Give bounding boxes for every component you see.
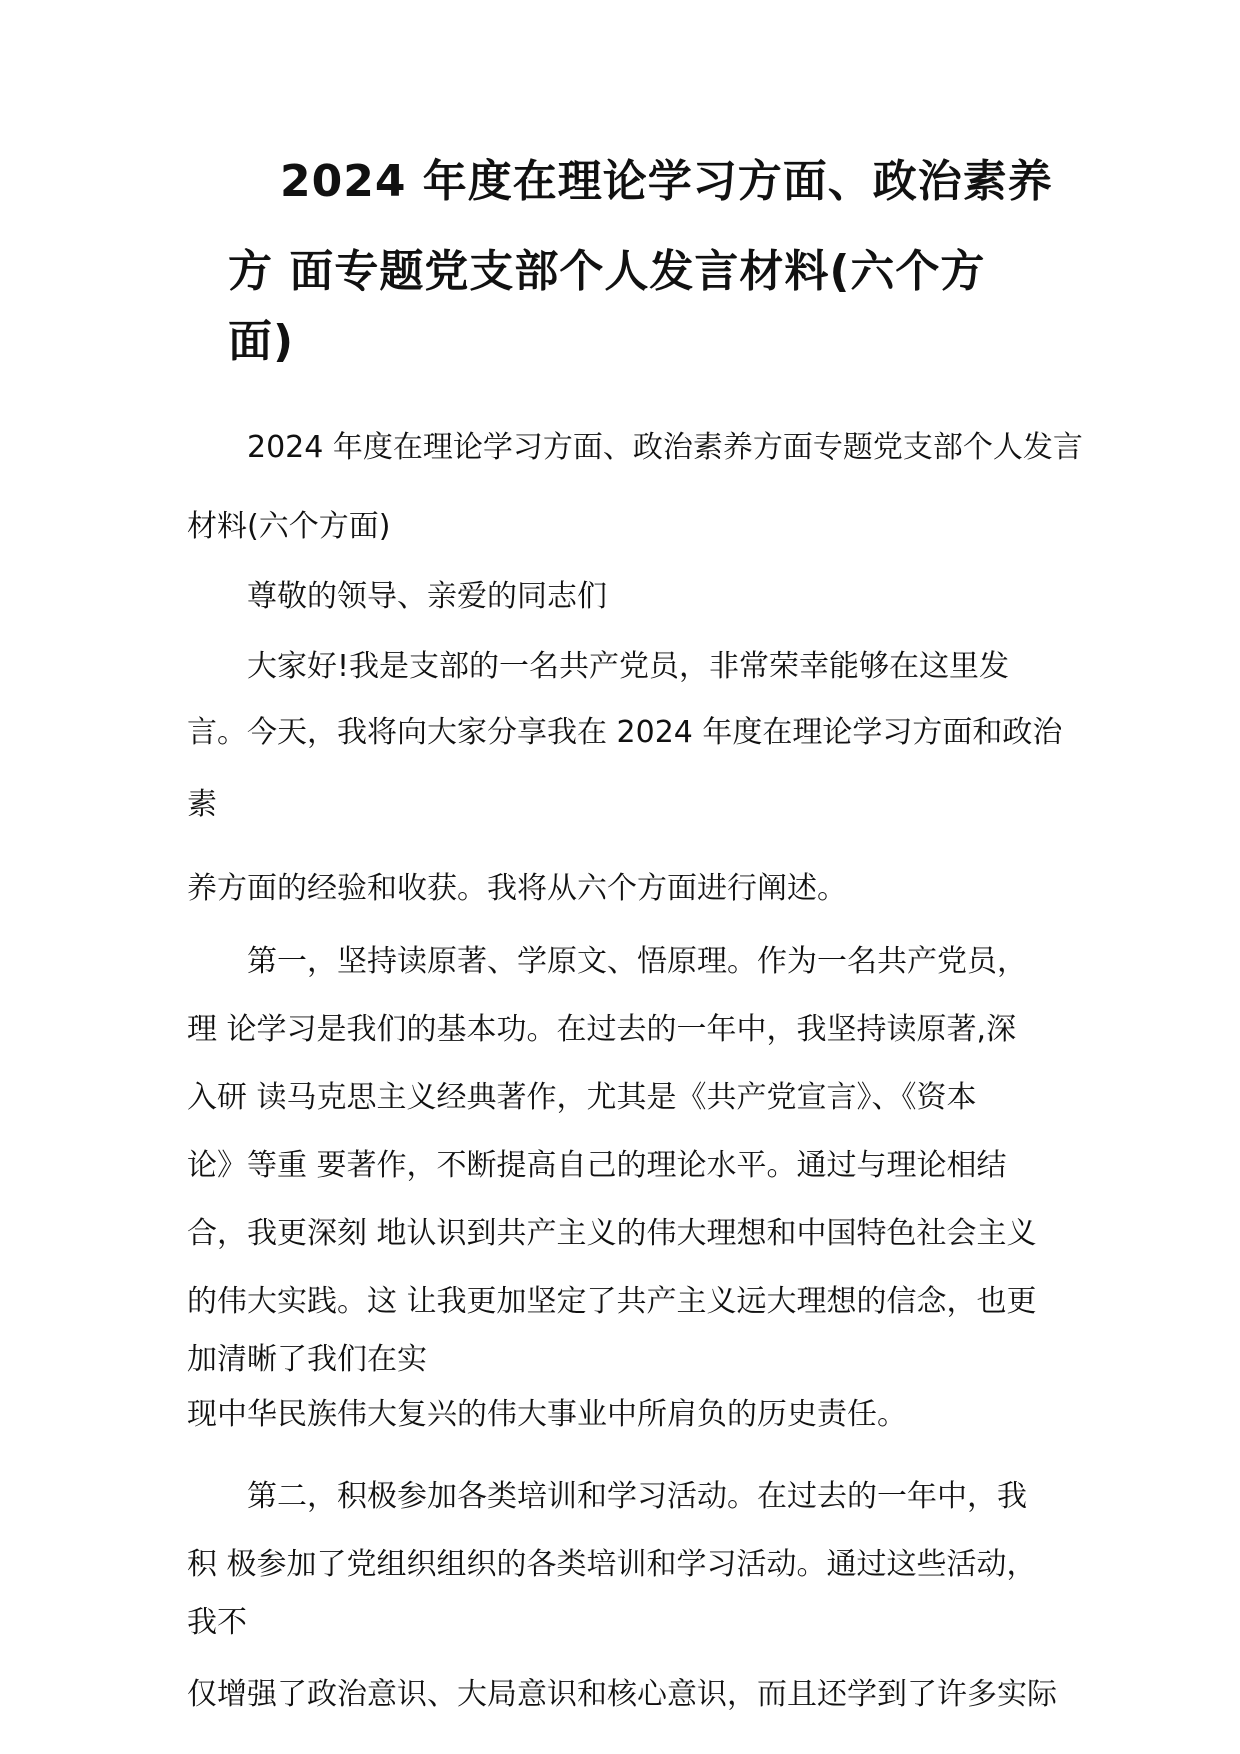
body-line: 理 论学习是我们的基本功。在过去的一年中，我坚持读原著,深	[187, 1012, 1017, 1047]
salutation: 尊敬的领导、亲爱的同志们	[247, 579, 607, 614]
body-line: 材料(六个方面)	[187, 509, 391, 544]
body-line: 的伟大实践。这 让我更加坚定了共产主义远大理想的信念，也更	[187, 1284, 1037, 1319]
body-line: 2024 年度在理论学习方面、政治素养方面专题党支部个人发言	[247, 430, 1083, 465]
body-line: 仅增强了政治意识、大局意识和核心意识，而且还学到了许多实际	[187, 1677, 1057, 1712]
body-line: 积 极参加了党组织组织的各类培训和学习活动。通过这些活动，	[187, 1547, 1037, 1582]
body-line: 论》等重 要著作，不断提高自己的理论水平。通过与理论相结	[187, 1148, 1007, 1183]
document-title-line-3: 面)	[228, 316, 295, 367]
body-line: 言。今天，我将向大家分享我在 2024 年度在理论学习方面和政治	[187, 715, 1063, 750]
document-title-line-2: 方 面专题党支部个人发言材料(六个方	[228, 246, 986, 297]
body-line: 合，我更深刻 地认识到共产主义的伟大理想和中国特色社会主义	[187, 1216, 1037, 1251]
body-line: 加清晰了我们在实	[187, 1342, 427, 1377]
body-line: 养方面的经验和收获。我将从六个方面进行阐述。	[187, 871, 847, 906]
body-line: 第一，坚持读原著、学原文、悟原理。作为一名共产党员，	[247, 944, 1027, 979]
document-title-line-1: 2024 年度在理论学习方面、政治素养	[280, 156, 1053, 207]
body-line: 素	[187, 787, 217, 822]
body-line: 现中华民族伟大复兴的伟大事业中所肩负的历史责任。	[187, 1397, 907, 1432]
body-line: 入研 读马克思主义经典著作，尤其是《共产党宣言》、《资本	[187, 1080, 977, 1115]
body-line: 第二，积极参加各类培训和学习活动。在过去的一年中，我	[247, 1479, 1027, 1514]
body-line: 我不	[187, 1605, 247, 1640]
body-line: 大家好!我是支部的一名共产党员，非常荣幸能够在这里发	[247, 649, 1010, 684]
